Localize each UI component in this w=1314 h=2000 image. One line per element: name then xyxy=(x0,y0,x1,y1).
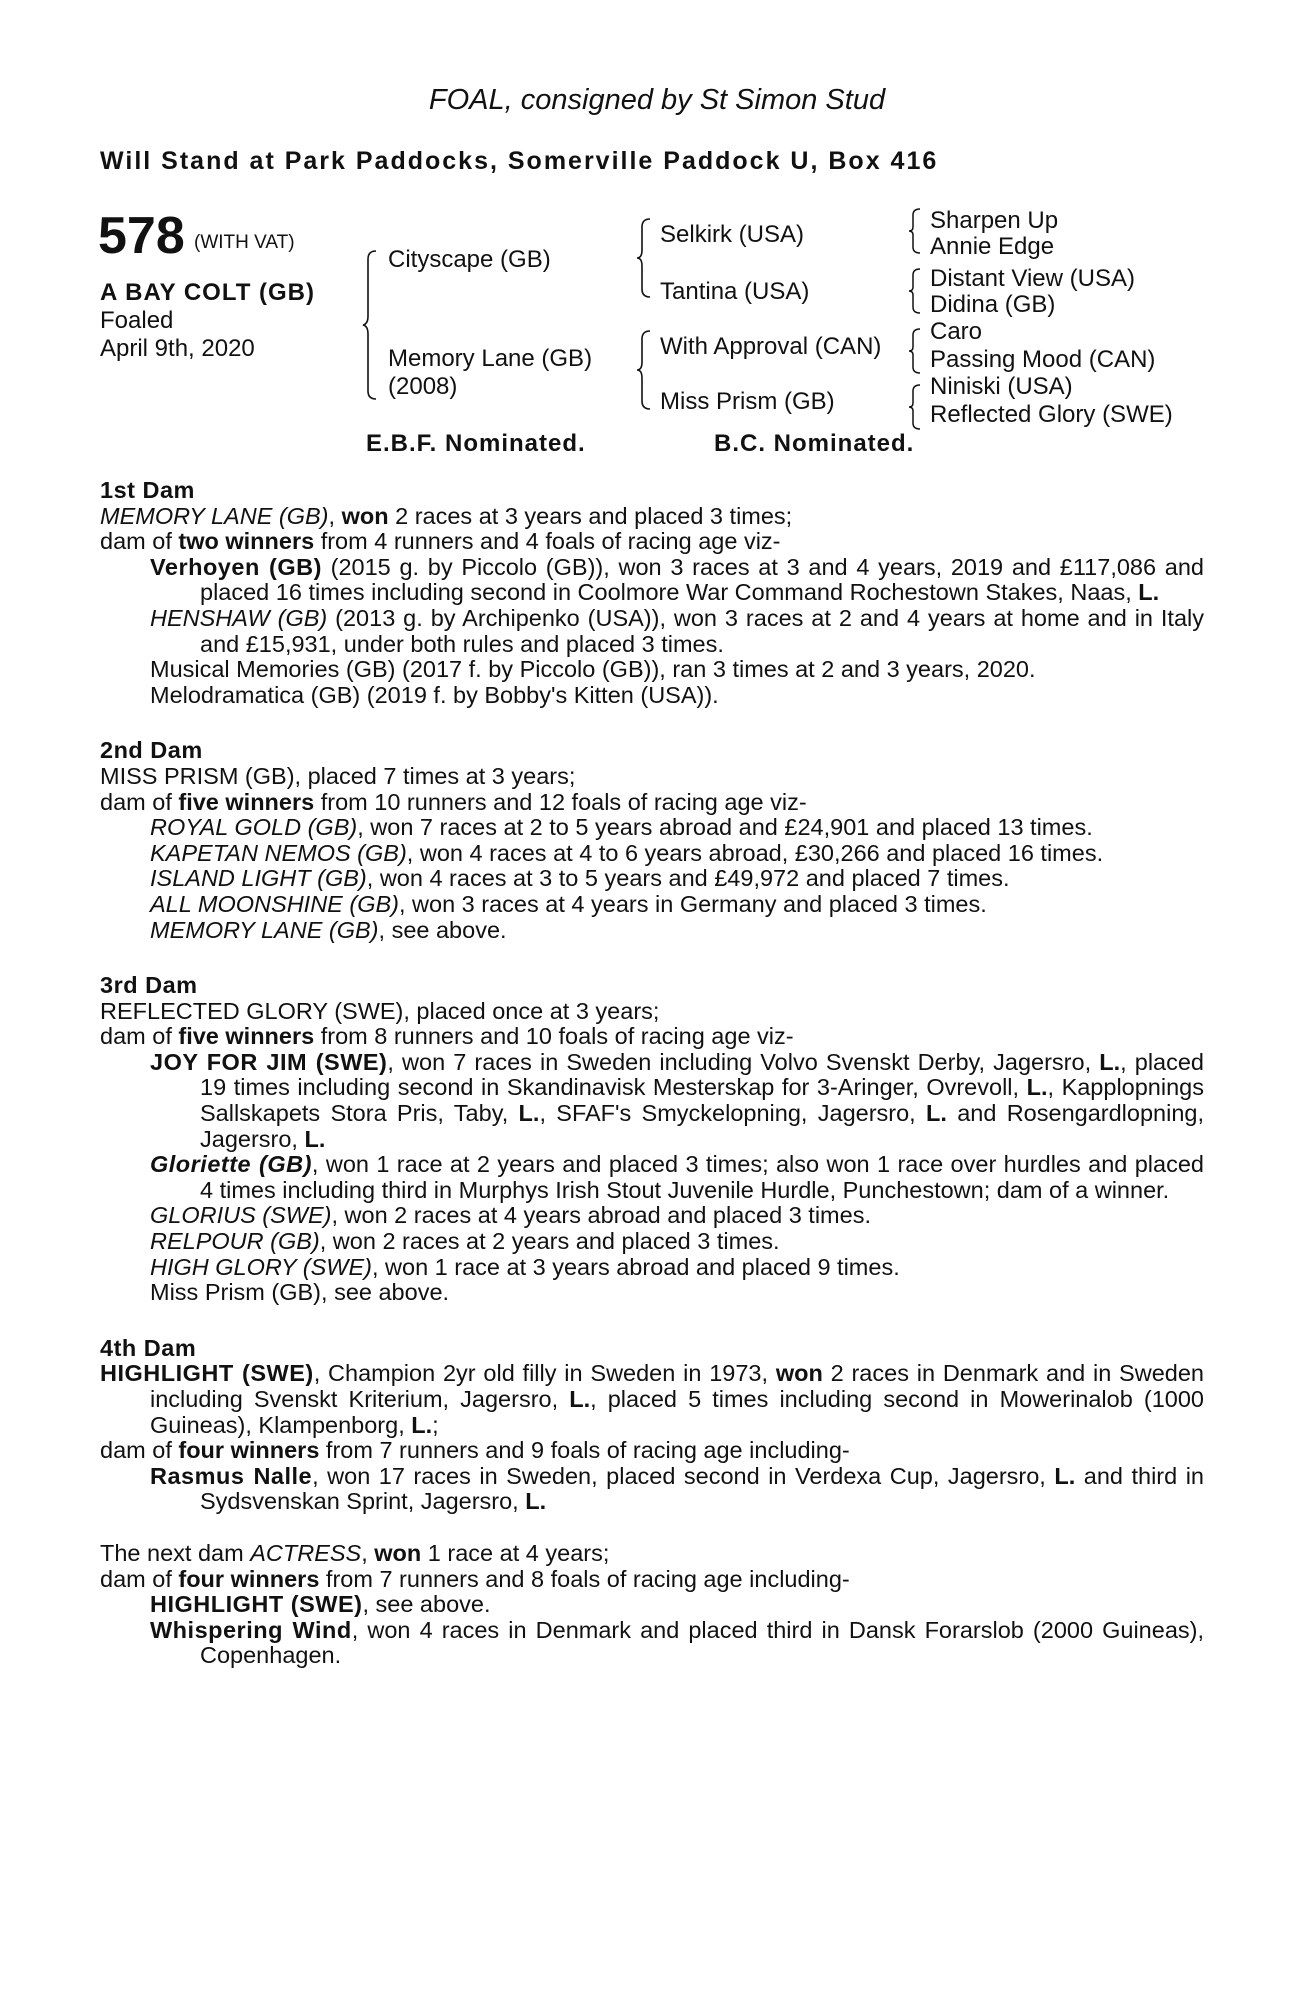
progeny-entry: Gloriette (GB), won 1 race at 2 years and placed 3 times; also won 1 race over hurdles and placed 4 times including third in Murphys Irish Stout Juvenile Hurdle, Punchestown; dam of a winner. xyxy=(150,1151,1204,1203)
section-heading: 3rd Dam xyxy=(100,972,198,999)
pedigree-bracket-g4 xyxy=(908,384,922,430)
progeny-entry: GLORIUS (SWE), won 2 races at 4 years abroad and placed 3 times. xyxy=(150,1202,871,1229)
progeny-entry: HIGHLIGHT (SWE), see above. xyxy=(150,1591,491,1618)
dam-of-line: dam of four winners from 7 runners and 8 foals of racing age including- xyxy=(100,1565,850,1592)
pedigree-bracket-sire xyxy=(636,218,652,298)
dam-line: MISS PRISM (GB), placed 7 times at 3 years; xyxy=(100,762,576,789)
pedigree-bracket-g1 xyxy=(908,208,922,254)
progeny-entry: MEMORY LANE (GB), see above. xyxy=(150,916,507,943)
pedigree-dam-year: (2008) xyxy=(388,373,458,400)
progeny-entry: Musical Memories (GB) (2017 f. by Piccolo (GB)), ran 3 times at 2 and 3 years, 2020. xyxy=(150,656,1036,683)
second-dam-section xyxy=(100,738,1204,943)
pedigree-dam: Memory Lane (GB) xyxy=(388,345,593,372)
progeny-entry: Miss Prism (GB), see above. xyxy=(150,1279,450,1306)
foaled-date: April 9th, 2020 xyxy=(100,335,255,362)
dam-line: HIGHLIGHT (SWE), Champion 2yr old filly in Sweden in 1973, won 2 races in Denmark and in Sweden including Svenskt Kriterium, Jagersro, L., placed 5 times including second in Mowerinalob (1000 Guineas), Klampenborg, L.; xyxy=(100,1360,1204,1438)
pedigree-g6: Passing Mood (CAN) xyxy=(930,346,1156,373)
dam-of-line: dam of two winners from 4 runners and 4 foals of racing age viz- xyxy=(100,528,781,555)
dam-of-line: dam of five winners from 8 runners and 10 foals of racing age viz- xyxy=(100,1023,794,1050)
lot-title: A BAY COLT (GB) xyxy=(100,279,316,306)
pedigree-g8: Reflected Glory (SWE) xyxy=(930,401,1173,428)
pedigree-g2: Annie Edge xyxy=(930,233,1055,260)
pedigree-bracket-sire-dam xyxy=(362,250,378,400)
progeny-entry: HENSHAW (GB) (2013 g. by Archipenko (USA)), won 3 races at 2 and 4 years at home and in Italy and £15,931, under both rules and placed 3 times. xyxy=(150,604,1205,657)
third-dam-section xyxy=(100,973,1204,1306)
pedigree-bracket-g3 xyxy=(908,328,922,374)
progeny-entry: ROYAL GOLD (GB), won 7 races at 2 to 5 years abroad and £24,901 and placed 13 times. xyxy=(150,814,1093,841)
dam-of-line: dam of five winners from 10 runners and 12 foals of racing age viz- xyxy=(100,788,807,815)
pedigree-g5: Caro xyxy=(930,318,983,345)
dam-of-line: dam of four winners from 7 runners and 9 foals of racing age including- xyxy=(100,1437,850,1464)
dam-line: The next dam ACTRESS, won 1 race at 4 years; xyxy=(100,1539,610,1566)
progeny-entry: HIGH GLORY (SWE), won 1 race at 3 years abroad and placed 9 times. xyxy=(150,1253,900,1280)
lot-number: 578 xyxy=(98,207,185,265)
bc-nominated: B.C. Nominated. xyxy=(714,430,915,457)
pedigree-g7: Niniski (USA) xyxy=(930,373,1073,400)
dam-line: MEMORY LANE (GB), won 2 races at 3 years and placed 3 times; xyxy=(100,502,793,529)
pedigree-g1: Sharpen Up xyxy=(930,207,1059,234)
pedigree-bracket-dam xyxy=(636,330,652,410)
progeny-entry: Rasmus Nalle, won 17 races in Sweden, placed second in Verdexa Cup, Jagersro, L. and third in Sydsvenskan Sprint, Jagersro, L. xyxy=(150,1462,1204,1515)
dam-line: REFLECTED GLORY (SWE), placed once at 3 years; xyxy=(100,997,660,1024)
catalogue-body xyxy=(100,478,1204,1669)
progeny-entry: JOY FOR JIM (SWE), won 7 races in Sweden including Volvo Svenskt Derby, Jagersro, L., placed 19 times including second in Skandinavisk Mesterskap for 3-Aringer, Ovrevoll, L., Kapplopnings Sallskapets Stora Pris, Taby, L., SFAF's Smyckelopning, Jagersro, L. and Rosengardlopning, Jagersro, L. xyxy=(150,1048,1204,1152)
section-heading: 4th Dam xyxy=(100,1334,197,1361)
progeny-entry: Whispering Wind, won 4 races in Denmark and placed third in Dansk Forarslob (2000 Guineas), Copenhagen. xyxy=(150,1616,1204,1669)
pedigree-bracket-g2 xyxy=(908,268,922,314)
progeny-entry: ISLAND LIGHT (GB), won 4 races at 3 to 5 years and £49,972 and placed 7 times. xyxy=(150,865,1010,892)
first-dam-section xyxy=(100,478,1204,708)
progeny-entry: Verhoyen (GB) (2015 g. by Piccolo (GB)), won 3 races at 3 and 4 years, 2019 and £117,086 and placed 16 times including second in Coolmore War Command Rochestown Stakes, Naas, L. xyxy=(150,553,1204,606)
consignment-line: FOAL, consigned by St Simon Stud xyxy=(428,84,886,116)
standing-location: Will Stand at Park Paddocks, Somerville Paddock U, Box 416 xyxy=(100,147,939,175)
progeny-entry: Melodramatica (GB) (2019 f. by Bobby's Kitten (USA)). xyxy=(150,681,719,708)
ebf-nominated: E.B.F. Nominated. xyxy=(366,430,586,457)
pedigree-dam-dam: Miss Prism (GB) xyxy=(660,388,835,415)
next-dam-section xyxy=(100,1541,1204,1669)
progeny-entry: KAPETAN NEMOS (GB), won 4 races at 4 to 6 years abroad, £30,266 and placed 16 times. xyxy=(150,839,1104,866)
pedigree-sire-dam: Tantina (USA) xyxy=(660,278,810,305)
section-heading: 2nd Dam xyxy=(100,737,203,764)
pedigree-sire-sire: Selkirk (USA) xyxy=(660,221,805,248)
section-heading: 1st Dam xyxy=(100,477,195,503)
pedigree-g4: Didina (GB) xyxy=(930,291,1056,318)
progeny-entry: RELPOUR (GB), won 2 races at 2 years and placed 3 times. xyxy=(150,1228,780,1255)
fourth-dam-section xyxy=(100,1336,1204,1515)
pedigree-g3: Distant View (USA) xyxy=(930,265,1135,292)
vat-note: (WITH VAT) xyxy=(194,232,295,253)
foaled-label: Foaled xyxy=(100,307,174,334)
pedigree-sire: Cityscape (GB) xyxy=(388,246,551,273)
pedigree-dam-sire: With Approval (CAN) xyxy=(660,333,882,360)
progeny-entry: ALL MOONSHINE (GB), won 3 races at 4 years in Germany and placed 3 times. xyxy=(150,890,987,917)
